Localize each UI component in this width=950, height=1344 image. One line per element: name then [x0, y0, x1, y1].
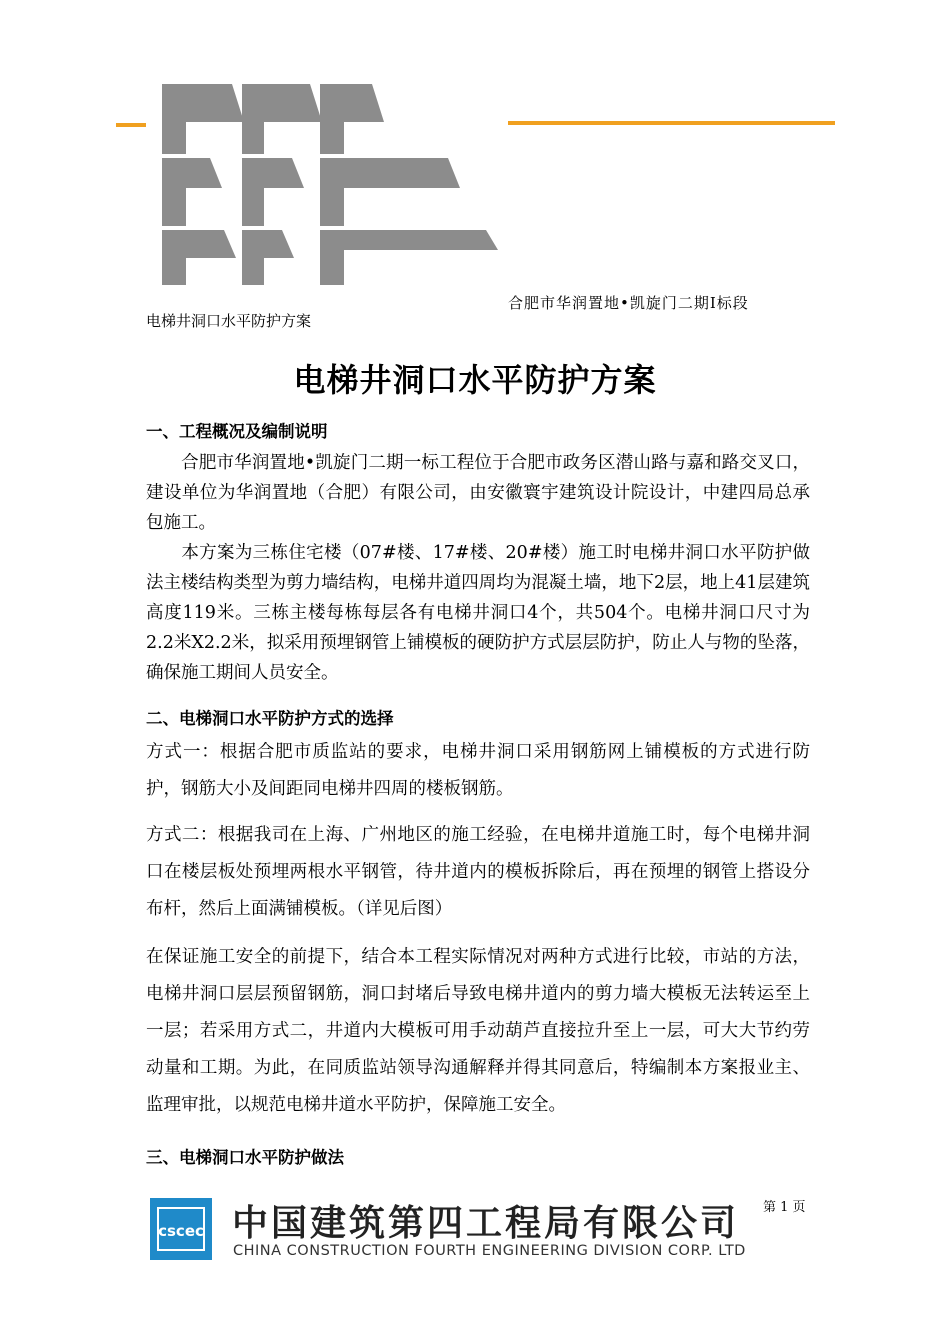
header-project-name: 合肥市华润置地•凯旋门二期Ⅰ标段: [508, 294, 749, 312]
page-number: 第 1 页: [763, 1200, 806, 1215]
footer-company-name-cn: 中国建筑第四工程局有限公司: [232, 1203, 740, 1244]
section-1-paragraph-2: 本方案为三栋住宅楼（07#楼、17#楼、20#楼）施工时电梯井洞口水平防护做法主楼结构类型为剪力墙结构，电梯井道四周均为混凝土墙，地下2层，地上41层建筑高度119米。三栋主楼每栋每层各有电梯井洞口4个，共504个。电梯井洞口尺寸为2.2米X2.2米，拟采用预埋钢管上铺模板的硬防护方式层层防护，防止人与物的坠落，确保施工期间人员安全。: [146, 543, 810, 683]
cscec-logo-mark: [150, 1198, 212, 1260]
section-2-heading: 二、电梯洞口水平防护方式的选择: [146, 709, 394, 728]
section-1-paragraph-1: 合肥市华润置地•凯旋门二期一标工程位于合肥市政务区潜山路与嘉和路交叉口，建设单位为华润置地（合肥）有限公司，由安徽寰宇建筑设计院设计，中建四局总承包施工。: [146, 453, 810, 533]
svg-text:cscec: cscec: [158, 1222, 204, 1240]
footer-company-name-en: CHINA CONSTRUCTION FOURTH ENGINEERING DIVISION CORP. LTD: [233, 1243, 746, 1259]
method-2-paragraph: 方式二：根据我司在上海、广州地区的施工经验，在电梯井道施工时，每个电梯井洞口在楼层板处预埋两根水平钢管，待井道内的模板拆除后，再在预埋的钢管上搭设分布杆，然后上面满铺模板。（详见后图）: [146, 825, 810, 919]
company-pattern-logo: [160, 82, 500, 287]
page-title: 电梯井洞口水平防护方案: [293, 361, 657, 399]
comparison-paragraph: 在保证施工安全的前提下，结合本工程实际情况对两种方式进行比较，市站的方法，电梯井洞口层层预留钢筋，洞口封堵后导致电梯井道内的剪力墙大模板无法转运至上一层；若采用方式二，井道内大模板可用手动葫芦直接拉升至上一层，可大大节约劳动量和工期。为此，在同质监站领导沟通解释并得其同意后，特编制本方案报业主、监理审批，以规范电梯井道水平防护，保障施工安全。: [146, 947, 810, 1115]
section-1-heading: 一、工程概况及编制说明: [146, 422, 328, 441]
section-3-heading: 三、电梯洞口水平防护做法: [146, 1148, 344, 1167]
method-1-paragraph: 方式一：根据合肥市质监站的要求，电梯井洞口采用钢筋网上铺模板的方式进行防护，钢筋大小及间距同电梯井四周的楼板钢筋。: [146, 742, 810, 799]
header-accent-line-right: [508, 121, 835, 125]
cscec-logo: [150, 1198, 212, 1260]
header-accent-line-left: [116, 123, 146, 127]
header-doc-title: 电梯井洞口水平防护方案: [146, 312, 312, 330]
